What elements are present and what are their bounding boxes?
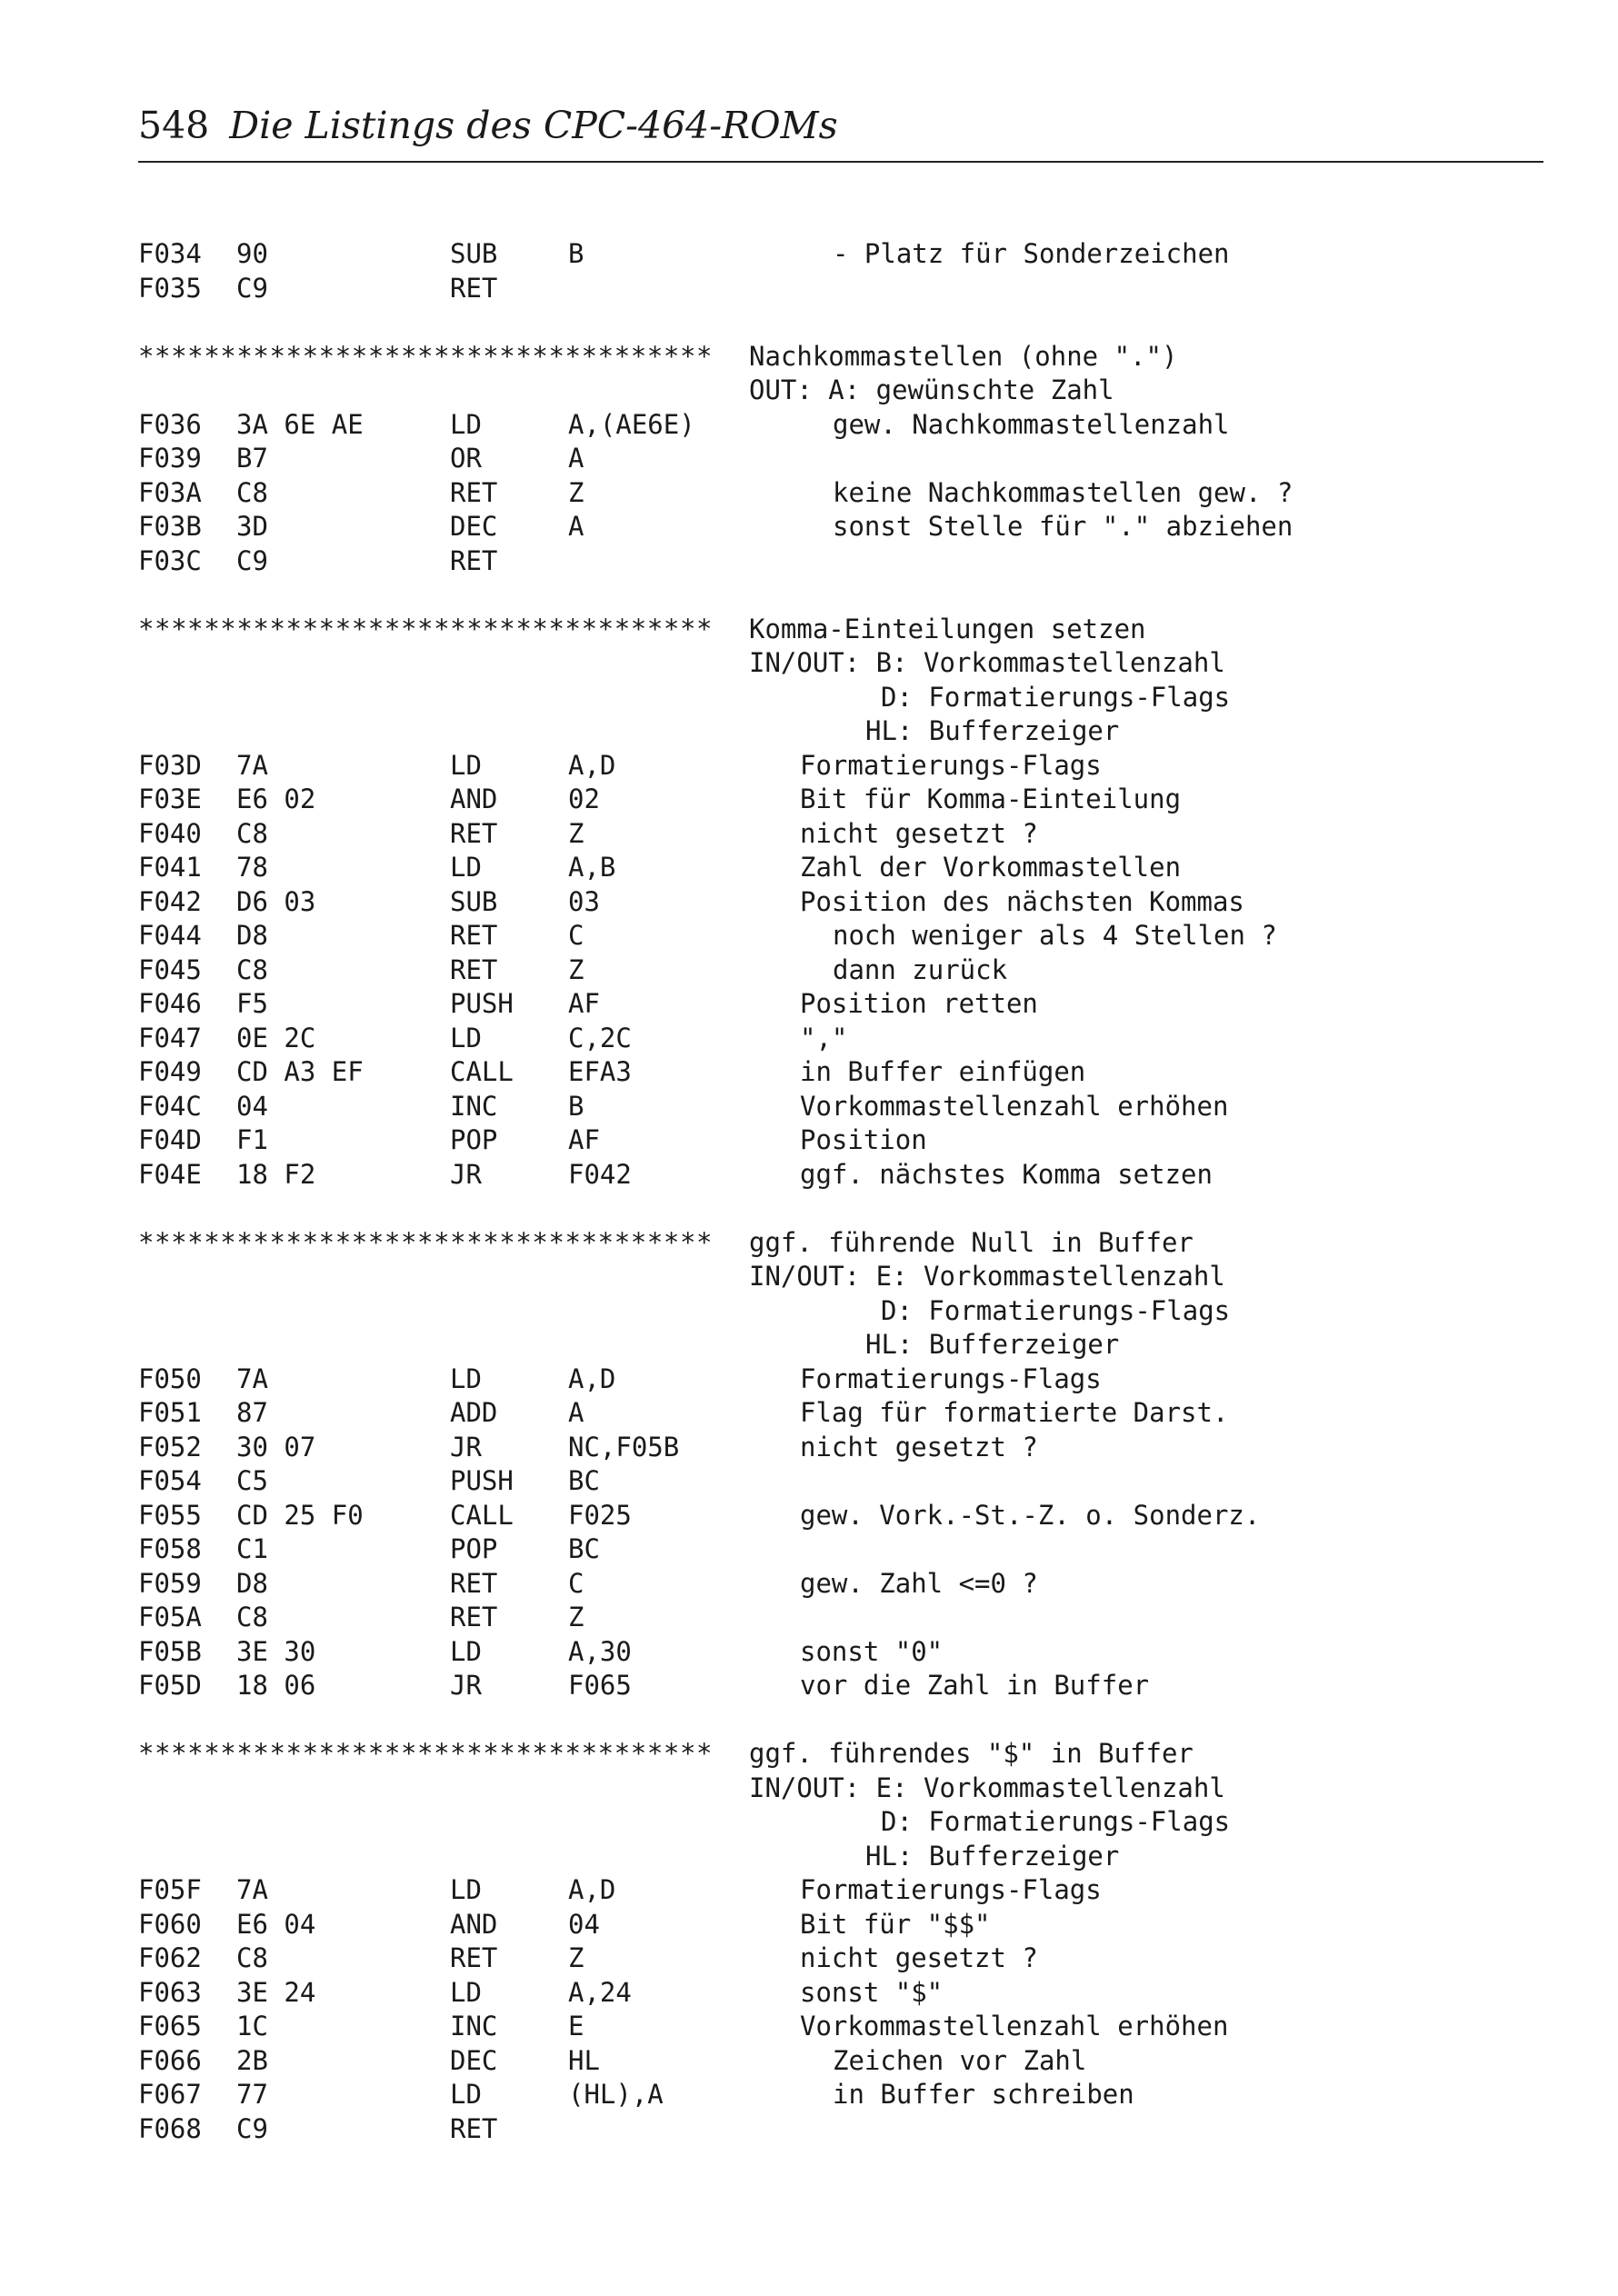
operand: A,D [568, 1874, 616, 1905]
mnemonic: PUSH [450, 1465, 514, 1496]
operand: F042 [568, 1158, 632, 1190]
comment: in Buffer schreiben [833, 2079, 1134, 2110]
mnemonic: LD [450, 1363, 482, 1394]
opcode-bytes: 7A [236, 1363, 268, 1394]
opcode-bytes: 18 F2 [236, 1158, 316, 1190]
comment: Formatierungs-Flags [800, 1874, 1102, 1905]
asterisk-rule: *********************************** [138, 1226, 714, 1258]
comment: sonst "0" [800, 1635, 944, 1667]
opcode-bytes: 18 06 [236, 1670, 316, 1701]
address: F03B [138, 511, 202, 542]
comment: Nachkommastellen (ohne ".") [749, 340, 1178, 372]
comment: IN/OUT: E: Vorkommastellenzahl [749, 1261, 1225, 1292]
comment: Position [800, 1124, 927, 1155]
operand: 03 [568, 885, 600, 917]
mnemonic: POP [450, 1533, 498, 1564]
address: F039 [138, 443, 202, 474]
mnemonic: POP [450, 1124, 498, 1155]
operand: C [568, 1567, 584, 1599]
address: F059 [138, 1567, 202, 1599]
opcode-bytes: 87 [236, 1397, 268, 1428]
operand: C [568, 920, 584, 951]
address: F035 [138, 272, 202, 304]
address: F03C [138, 544, 202, 576]
address: F066 [138, 2044, 202, 2076]
comment: dann zurück [833, 953, 1008, 985]
operand: Z [568, 1942, 584, 1973]
operand: BC [568, 1465, 600, 1496]
opcode-bytes: C9 [236, 272, 268, 304]
address: F065 [138, 2011, 202, 2041]
address: F041 [138, 852, 202, 883]
comment: Position retten [800, 988, 1038, 1019]
comment: HL: Bufferzeiger [865, 1840, 1120, 1872]
opcode-bytes: 1C [236, 2011, 268, 2041]
comment: D: Formatierungs-Flags [881, 681, 1231, 713]
header-rule [138, 161, 1543, 163]
address: F054 [138, 1465, 202, 1496]
operand: Z [568, 476, 584, 508]
mnemonic: JR [450, 1158, 482, 1190]
opcode-bytes: 90 [236, 238, 268, 269]
mnemonic: LD [450, 1976, 482, 2008]
opcode-bytes: F1 [236, 1124, 268, 1155]
operand: A,(AE6E) [568, 408, 695, 440]
address: F055 [138, 1499, 202, 1531]
opcode-bytes: C8 [236, 476, 268, 508]
mnemonic: SUB [450, 238, 498, 269]
mnemonic: LD [450, 1874, 482, 1905]
opcode-bytes: C8 [236, 817, 268, 849]
operand: A [568, 1397, 584, 1428]
mnemonic: AND [450, 784, 498, 814]
address: F03A [138, 476, 202, 508]
comment: - Platz für Sonderzeichen [833, 238, 1230, 269]
mnemonic: PUSH [450, 988, 514, 1019]
address: F058 [138, 1533, 202, 1564]
comment: vor die Zahl in Buffer [800, 1670, 1150, 1701]
mnemonic: JR [450, 1431, 482, 1462]
address: F063 [138, 1976, 202, 2008]
mnemonic: DEC [450, 2044, 498, 2076]
opcode-bytes: 04 [236, 1090, 268, 1122]
opcode-bytes: 3D [236, 511, 268, 542]
mnemonic: LD [450, 852, 482, 883]
comment: gew. Nachkommastellenzahl [833, 408, 1230, 440]
comment: nicht gesetzt ? [800, 817, 1038, 849]
comment: Formatierungs-Flags [800, 749, 1102, 781]
mnemonic: RET [450, 920, 498, 951]
address: F047 [138, 1022, 202, 1053]
comment: Vorkommastellenzahl erhöhen [800, 2011, 1229, 2041]
comment: ggf. führende Null in Buffer [749, 1226, 1194, 1258]
operand: NC,F05B [568, 1431, 680, 1462]
mnemonic: AND [450, 1908, 498, 1940]
comment: ggf. nächstes Komma setzen [800, 1158, 1213, 1190]
mnemonic: INC [450, 2011, 498, 2041]
comment: sonst Stelle für "." abziehen [833, 511, 1293, 542]
operand: A,B [568, 852, 616, 883]
address: F05F [138, 1874, 202, 1905]
operand: A,30 [568, 1635, 632, 1667]
mnemonic: CALL [450, 1499, 514, 1531]
opcode-bytes: 3A 6E AE [236, 408, 364, 440]
comment: Bit für "$$" [800, 1908, 991, 1940]
operand: F065 [568, 1670, 632, 1701]
opcode-bytes: 7A [236, 1874, 268, 1905]
operand: (HL),A [568, 2079, 664, 2110]
address: F03E [138, 784, 202, 814]
comment: OUT: A: gewünschte Zahl [749, 374, 1114, 405]
mnemonic: OR [450, 443, 482, 474]
address: F044 [138, 920, 202, 951]
address: F04C [138, 1090, 202, 1122]
opcode-bytes: 3E 30 [236, 1635, 316, 1667]
mnemonic: DEC [450, 511, 498, 542]
mnemonic: RET [450, 476, 498, 508]
comment: sonst "$" [800, 1976, 944, 2008]
opcode-bytes: B7 [236, 443, 268, 474]
opcode-bytes: 3E 24 [236, 1976, 316, 2008]
page-header [138, 98, 838, 153]
comment: Position des nächsten Kommas [800, 885, 1244, 917]
opcode-bytes: 0E 2C [236, 1022, 316, 1053]
address: F060 [138, 1908, 202, 1940]
mnemonic: RET [450, 272, 498, 304]
mnemonic: LD [450, 408, 482, 440]
opcode-bytes: CD A3 EF [236, 1056, 364, 1087]
operand: 02 [568, 784, 600, 814]
opcode-bytes: C8 [236, 953, 268, 985]
opcode-bytes: C5 [236, 1465, 268, 1496]
comment: gew. Vork.-St.-Z. o. Sonderz. [800, 1499, 1261, 1531]
mnemonic: LD [450, 2079, 482, 2110]
comment: noch weniger als 4 Stellen ? [833, 920, 1277, 951]
mnemonic: LD [450, 1635, 482, 1667]
operand: F025 [568, 1499, 632, 1531]
operand: A [568, 443, 584, 474]
mnemonic: RET [450, 817, 498, 849]
mnemonic: SUB [450, 885, 498, 917]
page-number: 548 [138, 104, 210, 147]
opcode-bytes: C8 [236, 1602, 268, 1632]
opcode-bytes: CD 25 F0 [236, 1499, 364, 1531]
address: F05B [138, 1635, 202, 1667]
asterisk-rule: *********************************** [138, 613, 714, 644]
asterisk-rule: *********************************** [138, 1738, 714, 1769]
address: F040 [138, 817, 202, 849]
address: F050 [138, 1363, 202, 1394]
operand: EFA3 [568, 1056, 632, 1087]
address: F04D [138, 1124, 202, 1155]
operand: Z [568, 1602, 584, 1632]
operand: A [568, 511, 584, 542]
comment: gew. Zahl <=0 ? [800, 1567, 1038, 1599]
page-title: Die Listings des CPC-464-ROMs [229, 104, 838, 147]
opcode-bytes: C9 [236, 2112, 268, 2144]
address: F045 [138, 953, 202, 985]
operand: B [568, 238, 584, 269]
operand: AF [568, 1124, 600, 1155]
comment: D: Formatierungs-Flags [881, 1294, 1231, 1326]
comment: Formatierungs-Flags [800, 1363, 1102, 1394]
operand: Z [568, 953, 584, 985]
mnemonic: RET [450, 953, 498, 985]
mnemonic: LD [450, 749, 482, 781]
comment: Zeichen vor Zahl [833, 2044, 1087, 2076]
comment: nicht gesetzt ? [800, 1431, 1038, 1462]
comment: Vorkommastellenzahl erhöhen [800, 1090, 1229, 1122]
comment: Bit für Komma-Einteilung [800, 784, 1182, 814]
address: F034 [138, 238, 202, 269]
opcode-bytes: F5 [236, 988, 268, 1019]
address: F068 [138, 2112, 202, 2144]
comment: in Buffer einfügen [800, 1056, 1086, 1087]
comment: HL: Bufferzeiger [865, 715, 1120, 746]
mnemonic: RET [450, 544, 498, 576]
comment: ggf. führendes "$" in Buffer [749, 1738, 1194, 1769]
comment: Zahl der Vorkommastellen [800, 852, 1182, 883]
comment: HL: Bufferzeiger [865, 1329, 1120, 1360]
operand: B [568, 1090, 584, 1122]
opcode-bytes: 78 [236, 852, 268, 883]
address: F03D [138, 749, 202, 781]
comment: nicht gesetzt ? [800, 1942, 1038, 1973]
mnemonic: LD [450, 1022, 482, 1053]
address: F05A [138, 1602, 202, 1632]
address: F062 [138, 1942, 202, 1973]
mnemonic: INC [450, 1090, 498, 1122]
opcode-bytes: 7A [236, 749, 268, 781]
mnemonic: RET [450, 1567, 498, 1599]
mnemonic: RET [450, 1602, 498, 1632]
operand: C,2C [568, 1022, 632, 1053]
opcode-bytes: C9 [236, 544, 268, 576]
opcode-bytes: C1 [236, 1533, 268, 1564]
operand: A,D [568, 1363, 616, 1394]
operand: A,24 [568, 1976, 632, 2008]
opcode-bytes: D8 [236, 920, 268, 951]
comment: "," [800, 1022, 848, 1053]
comment: IN/OUT: B: Vorkommastellenzahl [749, 647, 1225, 678]
comment: Komma-Einteilungen setzen [749, 613, 1146, 644]
operand: Z [568, 817, 584, 849]
address: F04E [138, 1158, 202, 1190]
mnemonic: CALL [450, 1056, 514, 1087]
opcode-bytes: D6 03 [236, 885, 316, 917]
operand: E [568, 2011, 584, 2041]
opcode-bytes: 30 07 [236, 1431, 316, 1462]
operand: 04 [568, 1908, 600, 1940]
opcode-bytes: E6 02 [236, 784, 316, 814]
comment: IN/OUT: E: Vorkommastellenzahl [749, 1772, 1225, 1803]
operand: AF [568, 988, 600, 1019]
address: F046 [138, 988, 202, 1019]
asterisk-rule: *********************************** [138, 340, 714, 372]
opcode-bytes: 77 [236, 2079, 268, 2110]
comment: D: Formatierungs-Flags [881, 1806, 1231, 1837]
operand: BC [568, 1533, 600, 1564]
mnemonic: JR [450, 1670, 482, 1701]
comment: keine Nachkommastellen gew. ? [833, 476, 1293, 508]
opcode-bytes: D8 [236, 1567, 268, 1599]
address: F049 [138, 1056, 202, 1087]
address: F05D [138, 1670, 202, 1701]
mnemonic: ADD [450, 1397, 498, 1428]
operand: A,D [568, 749, 616, 781]
address: F036 [138, 408, 202, 440]
opcode-bytes: 2B [236, 2044, 268, 2076]
mnemonic: RET [450, 1942, 498, 1973]
address: F052 [138, 1431, 202, 1462]
address: F051 [138, 1397, 202, 1428]
operand: HL [568, 2044, 600, 2076]
comment: Flag für formatierte Darst. [800, 1397, 1229, 1428]
opcode-bytes: C8 [236, 1942, 268, 1973]
opcode-bytes: E6 04 [236, 1908, 316, 1940]
mnemonic: RET [450, 2112, 498, 2144]
address: F042 [138, 885, 202, 917]
address: F067 [138, 2079, 202, 2110]
